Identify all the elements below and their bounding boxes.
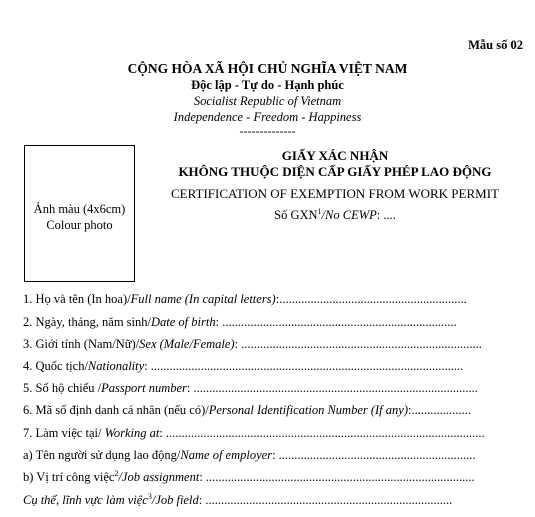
- field-label-en: Personal Identification Number (If any): [208, 403, 408, 417]
- photo-label: Ảnh màu (4x6cm): [33, 202, 126, 216]
- field-fill: : ...............................................................................: [198, 493, 453, 507]
- certificate-number-label-en: /No CEWP: [321, 208, 377, 222]
- field-label-en: Working at: [101, 426, 160, 440]
- document-title: GIẤY XÁC NHẬN: [281, 148, 389, 163]
- photo-label-en: Colour photo: [46, 218, 113, 232]
- national-title-en: Socialist Republic of Vietnam: [193, 94, 342, 108]
- field-fill: : ...........................................................................: [215, 315, 457, 329]
- form-field-sex: [23, 337, 482, 352]
- field-fill: :............................................................: [275, 292, 467, 306]
- field-fill: : ......................................................................................: [199, 470, 475, 484]
- form-number: Mẫu số 02: [468, 38, 523, 52]
- form-field-nationality: [23, 359, 463, 374]
- photo-box: [24, 145, 135, 282]
- national-motto-en: Independence - Freedom - Happiness: [173, 110, 362, 124]
- field-label-en: Nationality: [87, 359, 145, 373]
- field-fill: : ......................................................................................................: [159, 426, 485, 440]
- field-fill: : ...........................................................................................: [186, 381, 478, 395]
- field-label-en: Passport number: [101, 381, 187, 395]
- field-label-en-suffix: /Job assignment: [118, 470, 200, 484]
- certificate-number: [135, 208, 535, 223]
- form-field-date-of-birth: [23, 315, 457, 330]
- field-label: b) Vị trí công việc: [23, 470, 115, 484]
- field-label: 6. Mã số định danh cá nhân (nếu có)/: [23, 403, 209, 417]
- field-label: 1. Họ và tên (In hoa)/: [23, 292, 131, 306]
- form-field-full-name: [23, 292, 467, 307]
- form-field-personal-id: [23, 403, 471, 418]
- field-label-en: Cụ thể, lĩnh vực làm việc: [23, 493, 148, 507]
- field-label: 3. Giới tính (Nam/Nữ)/: [23, 337, 140, 351]
- field-fill: : .............................................................................: [234, 337, 482, 351]
- national-motto: Độc lập - Tự do - Hạnh phúc: [191, 78, 344, 92]
- field-label-en-suffix: /Job field: [151, 493, 199, 507]
- document-subtitle: KHÔNG THUỘC DIỆN CẤP GIẤY PHÉP LAO ĐỘNG: [178, 164, 492, 179]
- national-title: CỘNG HÒA XÃ HỘI CHỦ NGHĨA VIỆT NAM: [127, 61, 408, 76]
- form-field-job-field: [23, 493, 452, 508]
- document-title-en: CERTIFICATION OF EXEMPTION FROM WORK PERMIT: [171, 186, 499, 201]
- field-label-en: Sex (Male/Female): [139, 337, 235, 351]
- field-label: 4. Quốc tịch/: [23, 359, 88, 373]
- field-label-en: Date of birth: [151, 315, 216, 329]
- field-fill: : ...............................................................: [272, 448, 476, 462]
- field-label-en: Full name (In capital letters): [130, 292, 276, 306]
- footnote-marker: 2: [114, 469, 119, 478]
- field-label: 2. Ngày, tháng, năm sinh/: [23, 315, 151, 329]
- field-label: 7. Làm việc tại/: [23, 426, 102, 440]
- form-field-passport-number: [23, 381, 478, 396]
- certificate-number-fill: : ....: [376, 208, 396, 222]
- footnote-marker: 3: [147, 492, 152, 501]
- form-field-working-at: [23, 426, 485, 441]
- field-fill: :...................: [408, 403, 471, 417]
- certificate-number-label: Số GXN: [274, 208, 318, 222]
- header-divider: --------------: [239, 124, 296, 138]
- field-label-en: Name of employer: [180, 448, 273, 462]
- form-field-job-assignment: [23, 470, 475, 485]
- form-field-employer-name: [23, 448, 476, 463]
- field-label: 5. Số hộ chiếu /: [23, 381, 102, 395]
- field-label: a) Tên người sử dụng lao động/: [23, 448, 181, 462]
- field-fill: : ....................................................................................................: [144, 359, 464, 373]
- footnote-marker: 1: [317, 207, 322, 216]
